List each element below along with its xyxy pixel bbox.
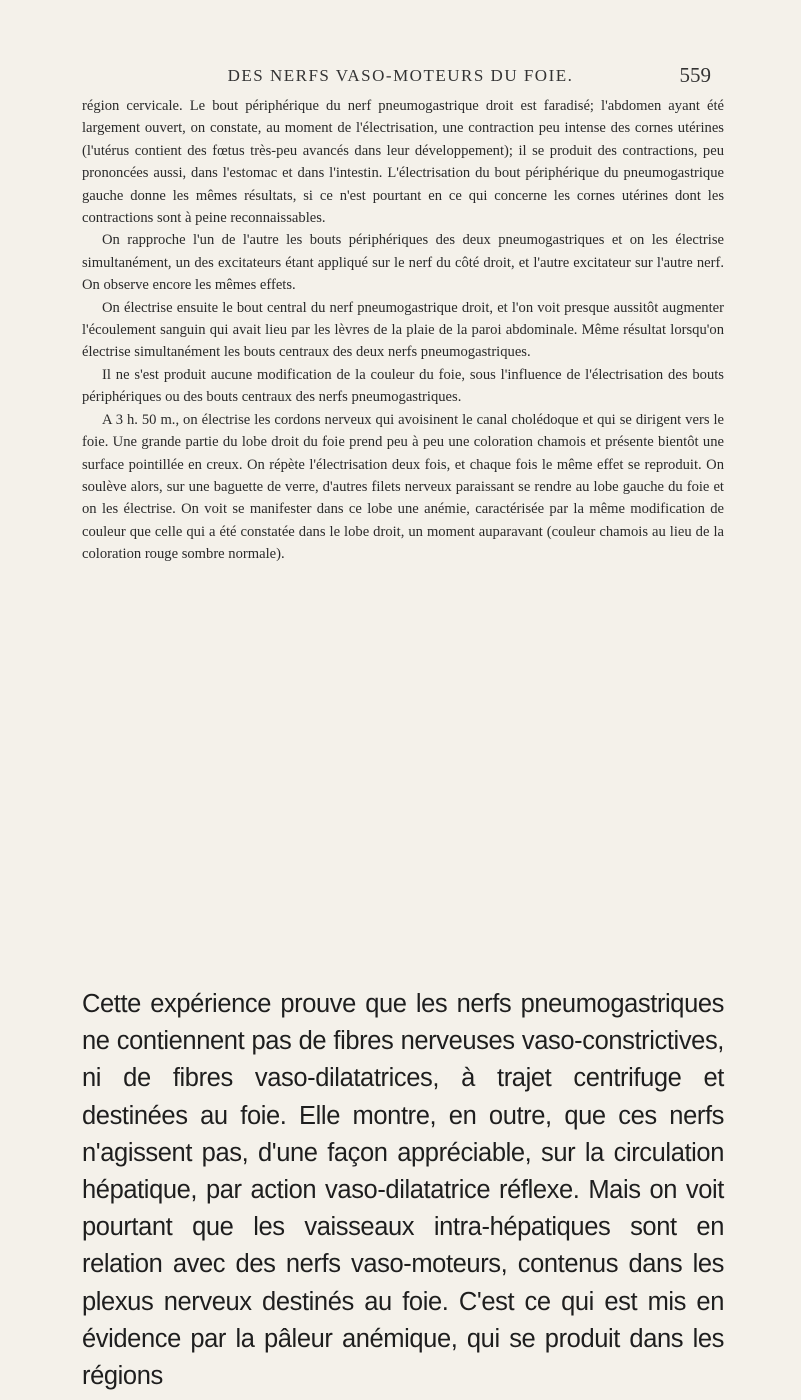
- body-text: [82, 95, 724, 566]
- paragraph: A 3 h. 50 m., on électrise les cordons nerveux qui avoisinent le canal cholédoque et qui se dirigent vers le foie. Une grande partie du lobe droit du foie prend peu à peu une coloration chamois et présente bientôt une surface pointillée en creux. On répète l'électrisation deux fois, et chaque fois le même effet se reproduit. On soulève alors, sur une baguette de verre, d'autres filets nerveux paraissant se rendre au lobe gauche du foie et on les électrise. On voit se manifester dans ce lobe une anémie, caractérisée par la même modification de couleur que celle qui a été constatée dans le lobe droit, un moment auparavant (couleur chamois au lieu de la coloration rouge sombre normale).: [82, 411, 724, 563]
- paragraph: On électrise ensuite le bout central du nerf pneumogastrique droit, et l'on voit presque aussitôt augmenter l'écoulement sanguin qui avait lieu par les lèvres de la plaie de la paroi abdominale. Même résultat lorsqu'on électrise simultanément les bouts centraux des deux nerfs pneumogastriques.: [82, 299, 724, 361]
- page-number: 559: [679, 63, 711, 87]
- paragraph: Il ne s'est produit aucune modification de la couleur du foie, sous l'influence de l'électrisation des bouts périphériques ou des bouts centraux des nerfs pneumogastriques.: [82, 366, 724, 406]
- conclusion-text: [82, 986, 724, 1395]
- paragraph: région cervicale. Le bout périphérique du nerf pneumogastrique droit est faradisé; l'abdomen ayant été largement ouvert, on constate, au moment de l'électrisation, une contraction peu intense des cornes utérines (l'utérus contient des fœtus très-peu avancés dans leur développement); il se produit des contractions, peu prononcées aussi, dans l'estomac et dans l'intestin. L'électrisation du bout périphérique du pneumogastrique gauche donne les mêmes résultats, si ce n'est pourtant en ce qui concerne les cornes utérines dont les contractions sont à peine reconnaissables.: [82, 98, 724, 227]
- running-title: DES NERFS VASO-MOTEURS DU FOIE.: [227, 66, 574, 85]
- conclusion-paragraph: Cette expérience prouve que les nerfs pneumogastriques ne contiennent pas de fibres nerveuses vaso-constrictives, ni de fibres vaso-dilatatrices, à trajet centrifuge et destinées au foie. Elle montre, en outre, que ces nerfs n'agissent pas, d'une façon appréciable, sur la circulation hépatique, par action vaso-dilatatrice réflexe. Mais on voit pourtant que les vaisseaux intra-hépatiques sont en relation avec des nerfs vaso-moteurs, contenus dans les plexus nerveux destinés au foie. C'est ce qui est mis en évidence par la pâleur anémique, qui se produit dans les régions: [82, 990, 724, 1391]
- paragraph: On rapproche l'un de l'autre les bouts périphériques des deux pneumogastriques et on les électrise simultanément, un des excitateurs étant appliqué sur le nerf du côté droit, et l'autre excitateur sur l'autre nerf. On observe encore les mêmes effets.: [82, 232, 724, 294]
